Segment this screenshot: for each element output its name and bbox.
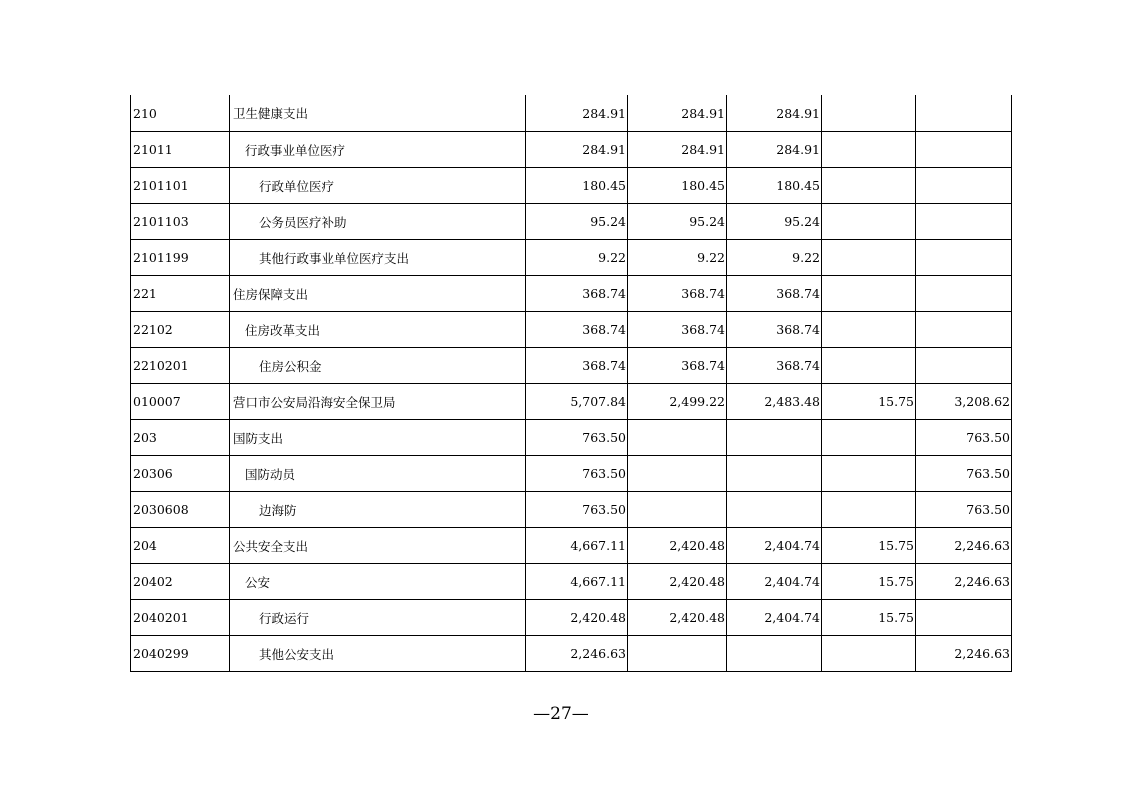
cell-name: 公安 (230, 564, 526, 600)
cell-public-funds (822, 312, 916, 348)
cell-public-funds (822, 168, 916, 204)
cell-name: 营口市公安局沿海安全保卫局 (230, 384, 526, 420)
budget-table (130, 95, 1012, 672)
cell-basic-subtotal: 2,499.22 (628, 384, 727, 420)
cell-basic-subtotal: 180.45 (628, 168, 727, 204)
table-body (131, 95, 1012, 672)
cell-public-funds (822, 276, 916, 312)
cell-code: 20306 (131, 456, 230, 492)
cell-total: 368.74 (526, 276, 628, 312)
cell-basic-subtotal: 284.91 (628, 132, 727, 168)
cell-code: 2101199 (131, 240, 230, 276)
cell-personnel: 95.24 (727, 204, 822, 240)
cell-public-funds (822, 240, 916, 276)
cell-total: 284.91 (526, 95, 628, 132)
cell-project (916, 348, 1012, 384)
cell-total: 763.50 (526, 420, 628, 456)
cell-name: 住房公积金 (230, 348, 526, 384)
table-row (131, 384, 1012, 420)
cell-personnel: 284.91 (727, 95, 822, 132)
table-row (131, 95, 1012, 132)
table-row (131, 420, 1012, 456)
table-row (131, 204, 1012, 240)
cell-name: 边海防 (230, 492, 526, 528)
cell-personnel: 2,483.48 (727, 384, 822, 420)
table-row (131, 168, 1012, 204)
cell-project (916, 312, 1012, 348)
cell-total: 2,246.63 (526, 636, 628, 672)
cell-project (916, 600, 1012, 636)
cell-project: 2,246.63 (916, 636, 1012, 672)
cell-code: 2210201 (131, 348, 230, 384)
cell-code: 2040201 (131, 600, 230, 636)
cell-public-funds (822, 420, 916, 456)
cell-personnel: 368.74 (727, 312, 822, 348)
cell-name: 行政事业单位医疗 (230, 132, 526, 168)
cell-code: 010007 (131, 384, 230, 420)
cell-code: 2101101 (131, 168, 230, 204)
cell-basic-subtotal: 368.74 (628, 276, 727, 312)
cell-name: 卫生健康支出 (230, 95, 526, 132)
cell-public-funds (822, 204, 916, 240)
cell-project (916, 276, 1012, 312)
cell-total: 368.74 (526, 348, 628, 384)
table-row (131, 132, 1012, 168)
cell-personnel (727, 420, 822, 456)
table-row (131, 456, 1012, 492)
cell-name: 公共安全支出 (230, 528, 526, 564)
cell-public-funds: 15.75 (822, 528, 916, 564)
cell-public-funds (822, 95, 916, 132)
cell-total: 9.22 (526, 240, 628, 276)
cell-code: 221 (131, 276, 230, 312)
cell-personnel (727, 456, 822, 492)
cell-name: 公务员医疗补助 (230, 204, 526, 240)
budget-table-region (130, 95, 1011, 672)
cell-public-funds (822, 132, 916, 168)
cell-public-funds (822, 456, 916, 492)
cell-code: 20402 (131, 564, 230, 600)
cell-code: 2040299 (131, 636, 230, 672)
cell-basic-subtotal: 2,420.48 (628, 600, 727, 636)
cell-basic-subtotal: 284.91 (628, 95, 727, 132)
cell-public-funds: 15.75 (822, 564, 916, 600)
cell-project (916, 95, 1012, 132)
cell-basic-subtotal (628, 492, 727, 528)
cell-code: 2030608 (131, 492, 230, 528)
cell-total: 95.24 (526, 204, 628, 240)
cell-public-funds (822, 492, 916, 528)
cell-name: 国防动员 (230, 456, 526, 492)
cell-personnel (727, 636, 822, 672)
cell-basic-subtotal: 95.24 (628, 204, 727, 240)
cell-name: 住房保障支出 (230, 276, 526, 312)
cell-public-funds (822, 636, 916, 672)
cell-personnel: 9.22 (727, 240, 822, 276)
cell-public-funds (822, 348, 916, 384)
page-number: —27— (533, 704, 589, 724)
table-row (131, 528, 1012, 564)
cell-personnel: 2,404.74 (727, 528, 822, 564)
cell-project (916, 132, 1012, 168)
cell-public-funds: 15.75 (822, 600, 916, 636)
cell-project: 3,208.62 (916, 384, 1012, 420)
table-row (131, 492, 1012, 528)
cell-total: 284.91 (526, 132, 628, 168)
table-row (131, 240, 1012, 276)
cell-name: 行政运行 (230, 600, 526, 636)
cell-basic-subtotal: 2,420.48 (628, 528, 727, 564)
table-row (131, 600, 1012, 636)
cell-personnel (727, 492, 822, 528)
cell-basic-subtotal (628, 420, 727, 456)
cell-code: 21011 (131, 132, 230, 168)
table-row (131, 276, 1012, 312)
cell-code: 203 (131, 420, 230, 456)
table-row (131, 636, 1012, 672)
cell-personnel: 368.74 (727, 276, 822, 312)
cell-total: 368.74 (526, 312, 628, 348)
cell-total: 4,667.11 (526, 564, 628, 600)
cell-personnel: 180.45 (727, 168, 822, 204)
cell-personnel: 2,404.74 (727, 600, 822, 636)
cell-project: 763.50 (916, 420, 1012, 456)
cell-name: 国防支出 (230, 420, 526, 456)
cell-total: 763.50 (526, 492, 628, 528)
cell-project: 2,246.63 (916, 564, 1012, 600)
cell-personnel: 284.91 (727, 132, 822, 168)
cell-code: 22102 (131, 312, 230, 348)
cell-basic-subtotal: 368.74 (628, 348, 727, 384)
cell-total: 763.50 (526, 456, 628, 492)
cell-project: 2,246.63 (916, 528, 1012, 564)
cell-project (916, 204, 1012, 240)
cell-basic-subtotal: 9.22 (628, 240, 727, 276)
cell-personnel: 368.74 (727, 348, 822, 384)
cell-total: 5,707.84 (526, 384, 628, 420)
cell-code: 2101103 (131, 204, 230, 240)
cell-total: 2,420.48 (526, 600, 628, 636)
cell-name: 其他公安支出 (230, 636, 526, 672)
cell-name: 住房改革支出 (230, 312, 526, 348)
table-row (131, 564, 1012, 600)
cell-project (916, 240, 1012, 276)
cell-name: 其他行政事业单位医疗支出 (230, 240, 526, 276)
table-row (131, 348, 1012, 384)
cell-personnel: 2,404.74 (727, 564, 822, 600)
cell-project (916, 168, 1012, 204)
cell-total: 4,667.11 (526, 528, 628, 564)
cell-public-funds: 15.75 (822, 384, 916, 420)
cell-basic-subtotal (628, 456, 727, 492)
cell-total: 180.45 (526, 168, 628, 204)
cell-project: 763.50 (916, 492, 1012, 528)
cell-basic-subtotal (628, 636, 727, 672)
cell-basic-subtotal: 368.74 (628, 312, 727, 348)
cell-name: 行政单位医疗 (230, 168, 526, 204)
table-row (131, 312, 1012, 348)
cell-code: 204 (131, 528, 230, 564)
cell-basic-subtotal: 2,420.48 (628, 564, 727, 600)
cell-project: 763.50 (916, 456, 1012, 492)
cell-code: 210 (131, 95, 230, 132)
